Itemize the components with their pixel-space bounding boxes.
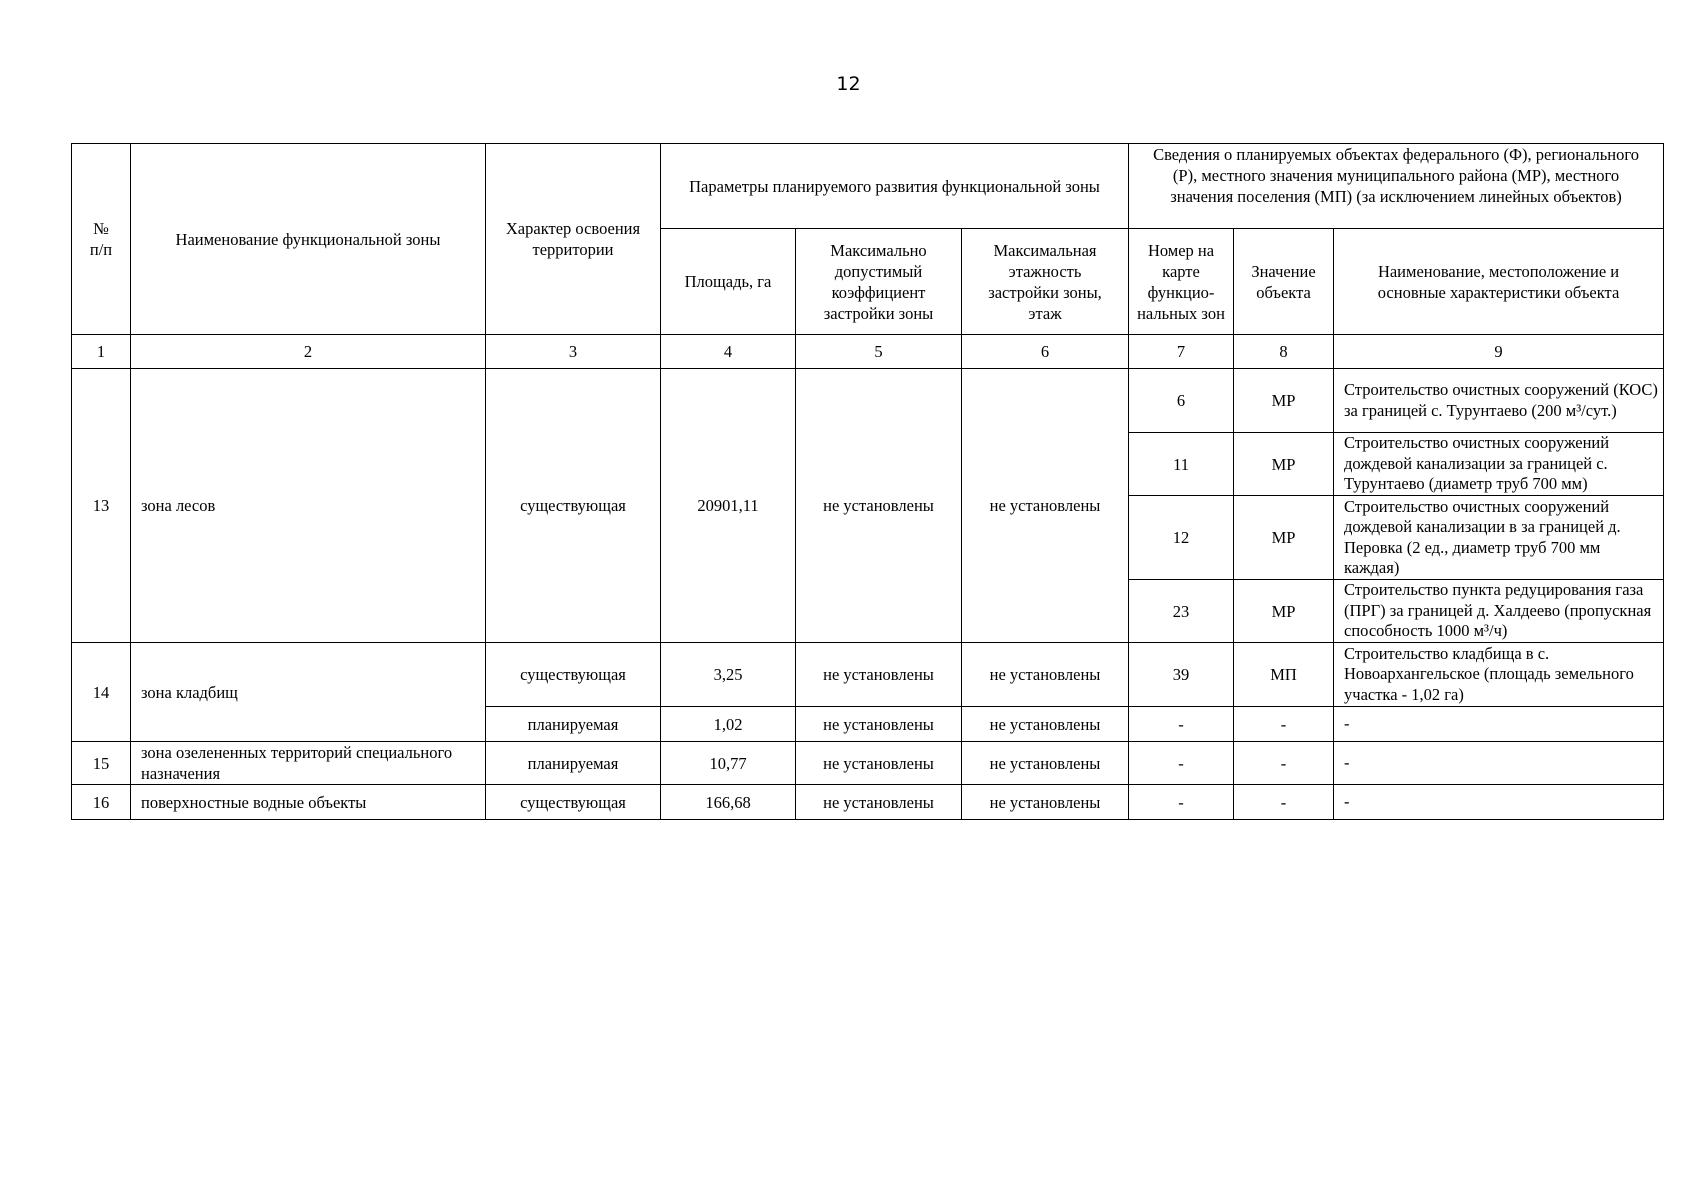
object-significance: - xyxy=(1234,785,1334,820)
zone-area: 166,68 xyxy=(661,785,796,820)
zone-name: зона кладбищ xyxy=(131,643,486,742)
zone-floors: не установлены xyxy=(962,369,1129,643)
object-significance: МР xyxy=(1234,580,1334,643)
object-description: Строительство очистных сооружений (КОС) за границей с. Турунтаево (200 м³/сут.) xyxy=(1334,369,1664,433)
zone-coef: не установлены xyxy=(796,742,962,785)
object-map-no: 12 xyxy=(1129,496,1234,580)
row-number: 15 xyxy=(72,742,131,785)
object-significance: МП xyxy=(1234,643,1334,707)
object-map-no: - xyxy=(1129,785,1234,820)
zone-name: поверхностные водные объекты xyxy=(131,785,486,820)
object-description: - xyxy=(1334,742,1664,785)
header-character: Характер освоения территории xyxy=(486,144,661,335)
zone-character: существующая xyxy=(486,785,661,820)
object-significance: МР xyxy=(1234,369,1334,433)
table-row xyxy=(72,785,1664,820)
zone-area: 20901,11 xyxy=(661,369,796,643)
zone-character: существующая xyxy=(486,369,661,643)
page-number: 12 xyxy=(836,73,861,95)
zone-character: планируемая xyxy=(486,742,661,785)
zone-coef: не установлены xyxy=(796,369,962,643)
object-significance: - xyxy=(1234,742,1334,785)
object-description: - xyxy=(1334,707,1664,742)
zone-name: зона озелененных территорий специального назначения xyxy=(131,742,486,785)
zone-area: 3,25 xyxy=(661,643,796,707)
object-map-no: 39 xyxy=(1129,643,1234,707)
table-row xyxy=(72,369,1664,433)
column-number: 3 xyxy=(486,335,661,369)
row-number: 14 xyxy=(72,643,131,742)
zone-coef: не установлены xyxy=(796,643,962,707)
zone-name: зона лесов xyxy=(131,369,486,643)
column-number: 5 xyxy=(796,335,962,369)
column-number: 1 xyxy=(72,335,131,369)
header-floors: Максимальная этажность застройки зоны, этаж xyxy=(962,229,1129,335)
header-significance: Значение объекта xyxy=(1234,229,1334,335)
object-map-no: - xyxy=(1129,742,1234,785)
zone-floors: не установлены xyxy=(962,742,1129,785)
header-area: Площадь, га xyxy=(661,229,796,335)
object-significance: МР xyxy=(1234,433,1334,496)
object-map-no: - xyxy=(1129,707,1234,742)
object-description: Строительство очистных сооружений дождевой канализации в за границей д. Перовка (2 ед., диаметр труб 700 мм каждая) xyxy=(1334,496,1664,580)
header-object-desc: Наименование, местоположение и основные характеристики объекта xyxy=(1334,229,1664,335)
column-numbers-row xyxy=(72,335,1664,369)
column-number: 9 xyxy=(1334,335,1664,369)
column-number: 8 xyxy=(1234,335,1334,369)
zone-area: 10,77 xyxy=(661,742,796,785)
column-number: 4 xyxy=(661,335,796,369)
header-map-no: Номер на карте функцио-нальных зон xyxy=(1129,229,1234,335)
zone-floors: не установлены xyxy=(962,707,1129,742)
object-map-no: 6 xyxy=(1129,369,1234,433)
row-number: 16 xyxy=(72,785,131,820)
header-row-1 xyxy=(72,144,1664,229)
header-params-group: Параметры планируемого развития функциональной зоны xyxy=(661,144,1129,229)
header-coef: Максимально допустимый коэффициент застройки зоны xyxy=(796,229,962,335)
column-number: 6 xyxy=(962,335,1129,369)
object-significance: - xyxy=(1234,707,1334,742)
header-objects-group: Сведения о планируемых объектах федерального (Ф), регионального (Р), местного значения муниципального района (МР), местного значения поселения (МП) (за исключением линейных объектов) xyxy=(1129,144,1664,229)
object-description: Строительство пункта редуцирования газа (ПРГ) за границей д. Халдеево (пропускная способность 1000 м³/ч) xyxy=(1334,580,1664,643)
zone-character: существующая xyxy=(486,643,661,707)
table-row xyxy=(72,742,1664,785)
zone-area: 1,02 xyxy=(661,707,796,742)
object-description: Строительство кладбища в с. Новоархангельское (площадь земельного участка - 1,02 га) xyxy=(1334,643,1664,707)
zone-floors: не установлены xyxy=(962,643,1129,707)
object-significance: МР xyxy=(1234,496,1334,580)
header-zone-name: Наименование функциональной зоны xyxy=(131,144,486,335)
table-row xyxy=(72,643,1664,707)
zone-character: планируемая xyxy=(486,707,661,742)
zone-floors: не установлены xyxy=(962,785,1129,820)
object-map-no: 23 xyxy=(1129,580,1234,643)
object-description: Строительство очистных сооружений дождевой канализации за границей с. Турунтаево (диаметр труб 700 мм) xyxy=(1334,433,1664,496)
functional-zones-table xyxy=(71,143,1664,820)
object-description: - xyxy=(1334,785,1664,820)
object-map-no: 11 xyxy=(1129,433,1234,496)
row-number: 13 xyxy=(72,369,131,643)
column-number: 2 xyxy=(131,335,486,369)
zone-coef: не установлены xyxy=(796,707,962,742)
column-number: 7 xyxy=(1129,335,1234,369)
zone-coef: не установлены xyxy=(796,785,962,820)
header-num: № п/п xyxy=(72,144,131,335)
